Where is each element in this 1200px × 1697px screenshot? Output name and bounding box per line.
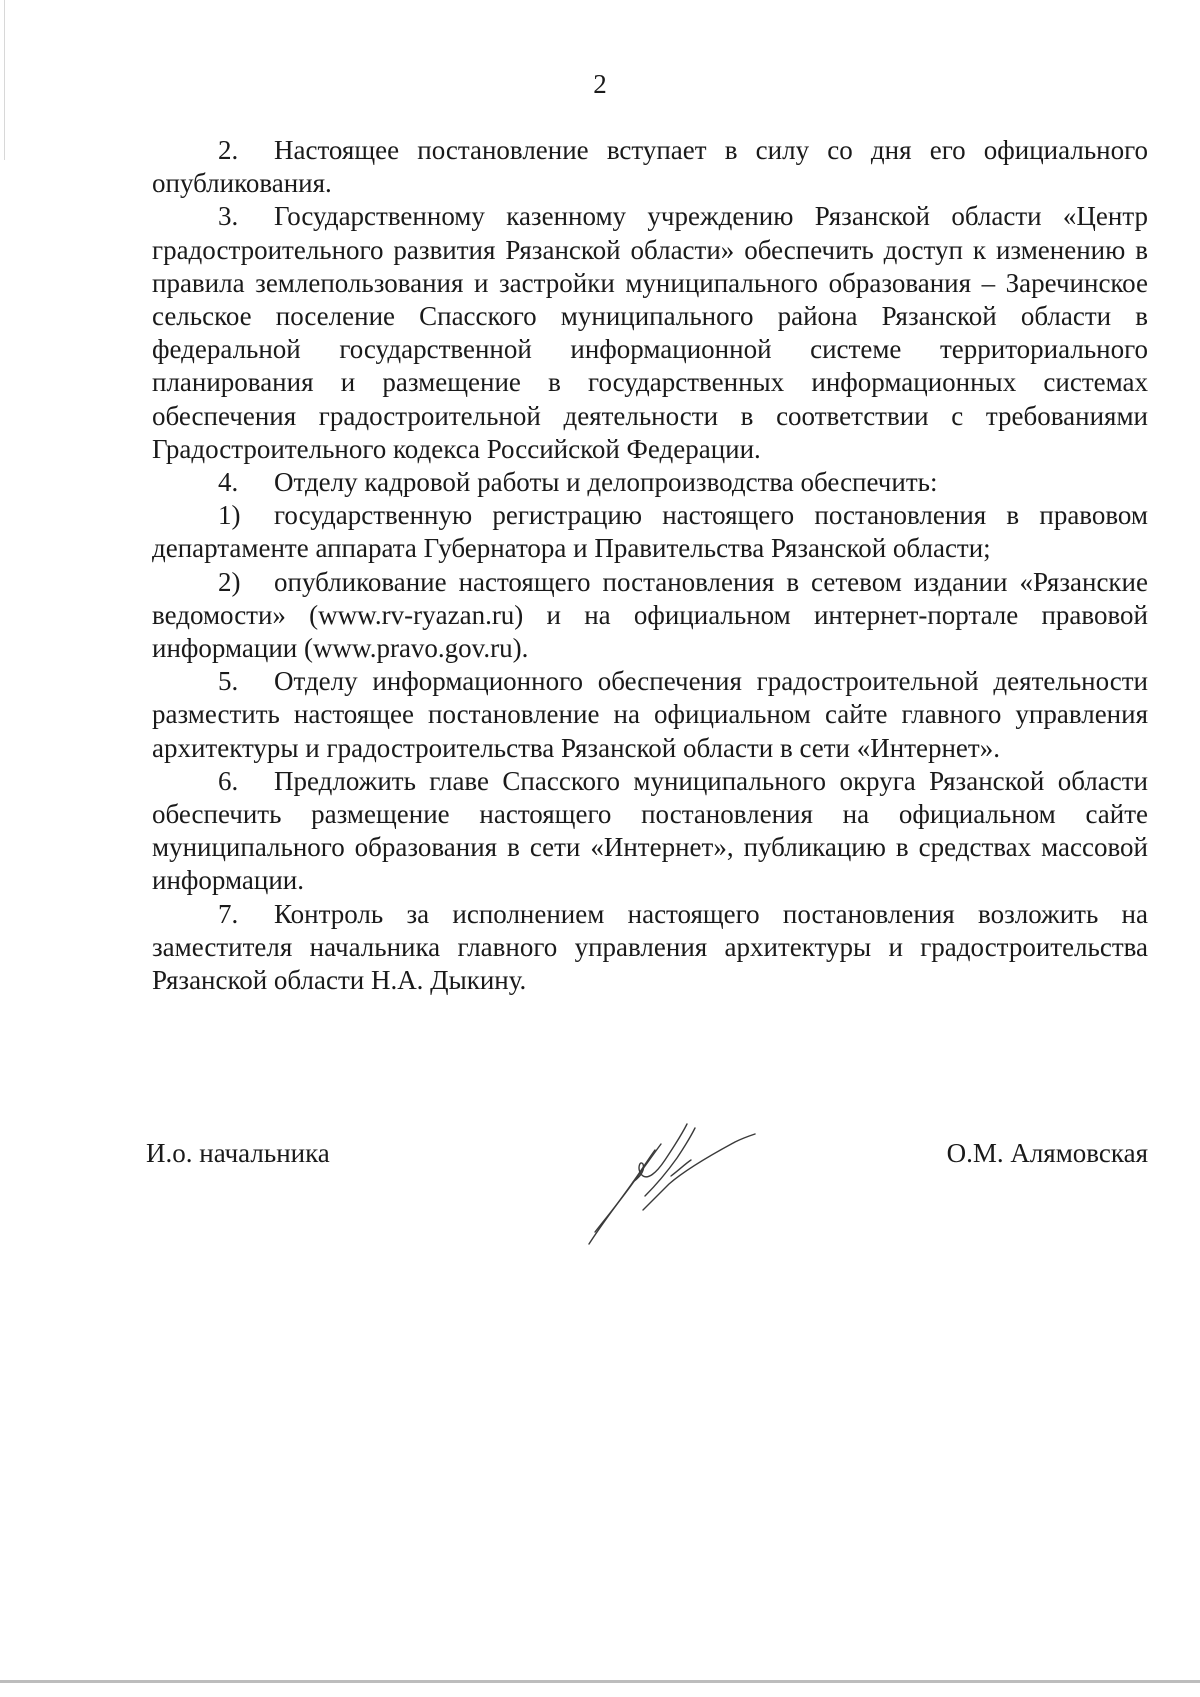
paragraph-text: Государственному казенному учреждению Рязанской области «Центр градостроительного развития Рязанской области» обеспечить доступ к изменению в правила землепользования и застройки муниципального образования – Заречинское сельское поселение Спасского муниципального района Рязанской области в федеральной государственной информационной системе территориального планирования и размещение в государственных информационных системах обеспечения градостроительной деятельности в соответствии с требованиями Градостроительного кодекса Российской Федерации. <box>152 201 1148 464</box>
paragraph-text: Настоящее постановление вступает в силу со дня его официального опубликования. <box>152 135 1148 199</box>
paragraph-2 <box>152 134 1148 200</box>
paragraph-text: опубликование настоящего постановления в сетевом издании «Рязанские ведомости» (www.rv-ryazan.ru) и на официальном интернет-портале правовой информации (www.pravo.gov.ru). <box>152 566 1148 664</box>
paragraph-number: 2) <box>218 566 241 597</box>
paragraph-3 <box>152 200 1148 466</box>
paragraph-text: Контроль за исполнением настоящего постановления возложить на заместителя начальника главного управления архитектуры и градостроительства Рязанской области Н.А. Дыкину. <box>152 898 1148 996</box>
paragraph-number: 5. <box>218 666 239 697</box>
paragraph-4 <box>152 466 1148 499</box>
paragraph-7 <box>152 898 1148 998</box>
paragraph-number: 2. <box>218 135 239 165</box>
subitem-1 <box>152 499 1148 565</box>
page-number: 2 <box>593 69 607 99</box>
paragraph-text: Предложить главе Спасского муниципального округа Рязанской области обеспечить размещение настоящего постановления на официальном сайте муниципального образования в сети «Интернет», публикацию в средствах массовой информации. <box>152 765 1148 896</box>
paragraph-text: Отделу информационного обеспечения градостроительной деятельности разместить настоящее постановление на официальном сайте главного управления архитектуры и градостроительства Рязанской области в сети «Интернет». <box>152 666 1148 763</box>
signer-position: И.о. начальника <box>146 1138 330 1168</box>
paragraph-number: 4. <box>218 467 239 498</box>
paragraph-text: государственную регистрацию настоящего постановления в правовом департаменте аппарата Губернатора и Правительства Рязанской области; <box>152 500 1148 564</box>
paragraph-number: 3. <box>218 201 239 232</box>
handwritten-signature <box>585 1110 760 1250</box>
paragraph-number: 7. <box>218 898 239 929</box>
subitem-2 <box>152 566 1148 666</box>
scan-edge-line <box>0 1680 1200 1683</box>
paragraph-5 <box>152 665 1148 765</box>
paragraph-number: 6. <box>218 765 239 796</box>
paragraph-text: Отделу кадровой работы и делопроизводства обеспечить: <box>274 467 938 498</box>
signer-name: О.М. Алямовская <box>946 1138 1148 1168</box>
paragraph-6 <box>152 765 1148 898</box>
document-body <box>152 134 1148 997</box>
paragraph-number: 1) <box>218 500 241 531</box>
